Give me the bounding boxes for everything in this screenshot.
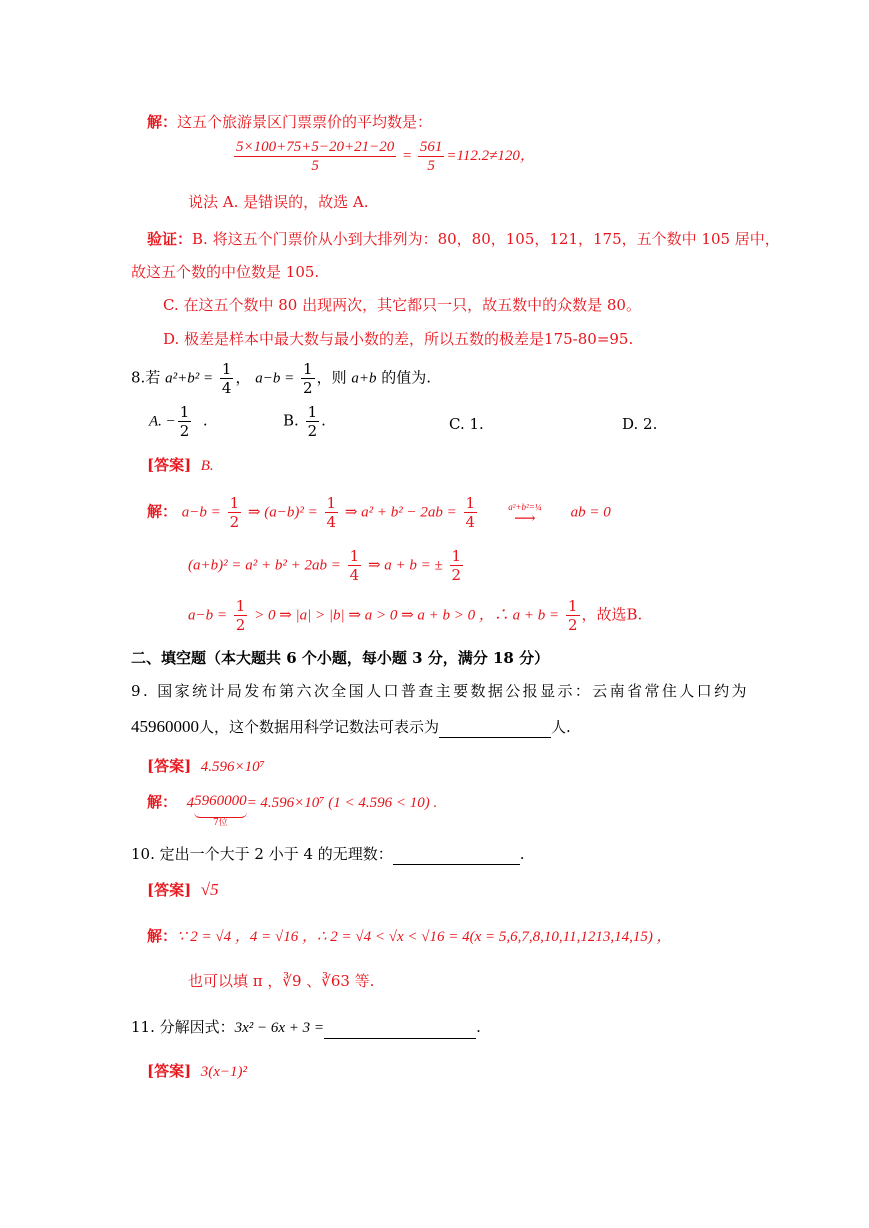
q7-verify-c: C. 在这五个数中 80 出现两次，其它都只一只，故五数中的众数是 80。 xyxy=(163,296,641,314)
q7-verify-b xyxy=(147,228,780,250)
q8-option-b: B. $\frac{1}{2}$ . xyxy=(283,403,326,440)
q7-solution-intro xyxy=(147,111,432,133)
q8-stem-post: ，则 xyxy=(316,368,347,387)
q8-stem-end: 的值为. xyxy=(381,368,432,387)
q8-answer-label: [答案] xyxy=(147,456,192,474)
q8-solution-line3: a−b = $\frac{1}{2}$ > 0 ⇒ |a| > |b| ⇒ a > 0 ⇒ a + b > 0 ，∴ a + b = $\frac{1}{2}$ ，故选B. xyxy=(188,597,643,634)
q10-stem: 10. 定出一个大于 2 小于 4 的无理数： . xyxy=(131,842,525,865)
q10-answer-blank xyxy=(393,842,520,865)
q8-option-c: C. 1. xyxy=(449,415,484,433)
q9-number-value: 45960000 xyxy=(131,717,199,736)
q11-answer: [答案] 3(x−1)² xyxy=(147,1062,248,1080)
q8-number: 8. xyxy=(131,368,146,387)
q7-avg-fraction: $\frac{5\times 100+75+5-20+21-20}{5}$ xyxy=(236,139,395,174)
q9-answer-blank xyxy=(439,715,551,738)
q7-verify-label: 验证： xyxy=(147,230,193,248)
q9-line2: 45960000人，这个数据用科学记数法可表示为 人. xyxy=(131,717,571,736)
q7-verify-b-text: B. 将这五个门票价从小到大排列为：80，80，105，121，175，五个数中 105 居中， xyxy=(192,230,780,248)
q8-stem-pre: 若 xyxy=(145,368,161,387)
q7-verify-d: D. 极差是样本中最大数与最小数的差，所以五数的极差是175-80=95. xyxy=(163,330,634,348)
q9-answer: [答案] 4.596×10⁷ xyxy=(147,757,265,775)
section-2-heading: 二、填空题（本大题共 6 个小题，每小题 3 分，满分 18 分） xyxy=(131,649,550,667)
q8-solution-line2: (a+b)² = a² + b² + 2ab = $\frac{1}{4}$ ⇒ a + b = ± $\frac{1}{2}$ xyxy=(188,547,462,584)
q9-underbrace xyxy=(194,811,247,818)
q8-stem-mid: ， xyxy=(235,368,251,387)
q8-option-a: A. − $\frac{1}{2}$ . xyxy=(149,403,208,440)
q8-frac-1-2: $\frac{1}{2}$ xyxy=(303,360,313,397)
q9-solution: 解： 4 5960000 7位 = 4.596×10⁷ (1 < 4.596 < 10) . xyxy=(147,793,438,828)
q7-solution-text: 这五个旅游景区门票票价的平均数是： xyxy=(177,113,433,131)
q10-answer: [答案] √5 xyxy=(147,880,219,899)
q11-answer-blank xyxy=(324,1016,476,1039)
q9-underbrace-group: 5960000 7位 xyxy=(194,793,247,828)
q8-eq1: a²+b² = xyxy=(165,370,214,387)
q10-solution-2: 也可以填 π ，∛9 、∛63 等. xyxy=(188,972,375,990)
q7-avg-result: =112.2≠120， xyxy=(446,147,535,164)
q8-solution-line1: 解： a−b = $\frac{1}{2}$ ⇒ (a−b)² = $\frac{1}{4}$ ⇒ a² + b² − 2ab = $\frac{1}{4}$ a²+b²=¼ ⟶ ab = 0 xyxy=(147,494,611,531)
q8-answer-value: B. xyxy=(200,458,214,474)
q8-frac-1-4: $\frac{1}{4}$ xyxy=(221,360,232,397)
q7-conclusion: 说法 A. 是错误的，故选 A. xyxy=(188,193,369,211)
q8-eq2: a−b = xyxy=(255,370,295,387)
q9-line1: 9. 国家统计局发布第六次全国人口普查主要数据公报显示：云南省常住人口约为 xyxy=(131,682,749,700)
q8-stem xyxy=(131,360,431,397)
q11-stem: 11. 分解因式：3x² − 6x + 3 = . xyxy=(131,1016,481,1039)
q7-avg-fraction-2: $\frac{561}{5}$ xyxy=(419,139,443,174)
q8-implies-arrow: a²+b²=¼ ⟶ xyxy=(508,502,542,527)
q8-answer xyxy=(147,454,214,477)
q7-solution-label: 解： xyxy=(147,113,178,131)
q10-solution: 解：∵ 2 = √4 ，4 = √16 ，∴ 2 = √4 < √x < √16 = 4(x = 5,6,7,8,10,11,1213,14,15) ， xyxy=(147,927,672,945)
q8-option-d: D. 2. xyxy=(622,415,658,433)
q7-average-formula: $\frac{5\times 100+75+5-20+21-20}{5}$ = $\frac{561}{5}$ =112.2≠120， xyxy=(236,139,535,174)
q8-stem-expr: a+b xyxy=(351,370,377,387)
q7-verify-b2: 故这五个数的中位数是 105. xyxy=(131,263,320,281)
